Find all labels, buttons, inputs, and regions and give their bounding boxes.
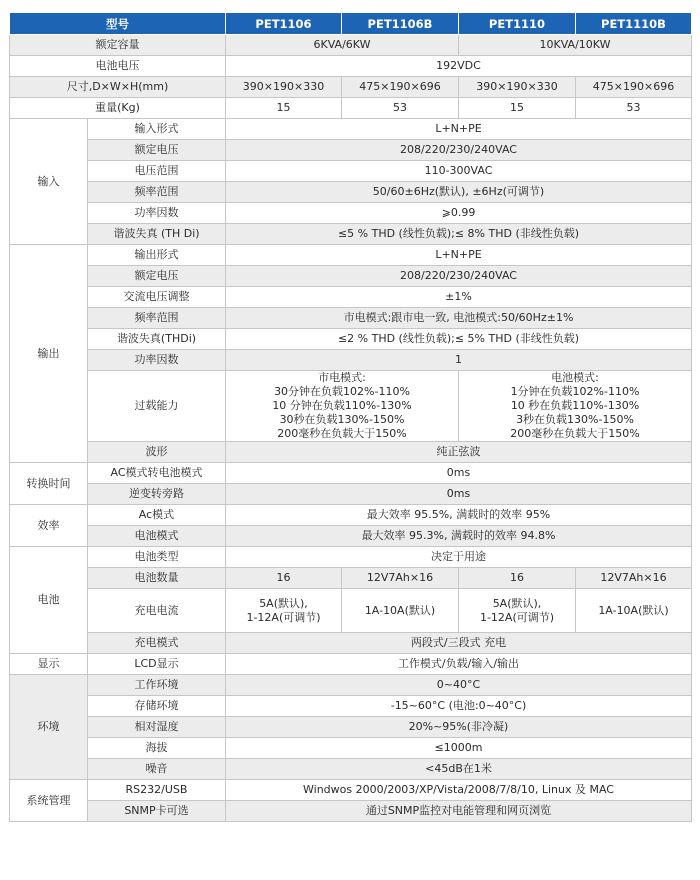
overload-line: 电池模式: (551, 371, 599, 384)
row-label: 海拔 (88, 738, 226, 759)
cell-value: 0ms (226, 463, 692, 484)
row-label: 工作环境 (88, 675, 226, 696)
row-label: 谐波失真 (TH Di) (88, 224, 226, 245)
row-label: 逆变转旁路 (88, 484, 226, 505)
overload-mains-cell (226, 371, 459, 442)
category-battery: 电池 (10, 547, 88, 654)
table-row (10, 287, 692, 308)
cell-value: ≤1000m (226, 738, 692, 759)
spec-sheet (9, 12, 691, 822)
table-row (10, 589, 692, 633)
table-row (10, 463, 692, 484)
row-label: 频率范围 (88, 308, 226, 329)
cell-value: 20%~95%(非冷凝) (226, 717, 692, 738)
charge-line: 5A(默认), (259, 596, 308, 610)
row-label: AC模式转电池模式 (88, 463, 226, 484)
overload-line: 30秒在负载130%-150% (279, 413, 405, 426)
row-label: 过载能力 (88, 371, 226, 442)
table-row (10, 371, 692, 442)
table-row (10, 56, 692, 77)
charge-line: 5A(默认), (492, 596, 542, 610)
row-label: 功率因数 (88, 350, 226, 371)
row-label: 电池电压 (10, 56, 226, 77)
cell-value: 208/220/230/240VAC (226, 140, 692, 161)
charge-line: 1-12A(可调节) (479, 610, 555, 624)
row-label: 额定容量 (10, 35, 226, 56)
table-row (10, 98, 692, 119)
table-row (10, 224, 692, 245)
cell-value: 390×190×330 (226, 77, 342, 98)
cell-value: ±1% (226, 287, 692, 308)
overload-line: 市电模式: (318, 371, 366, 384)
spec-table (9, 12, 692, 822)
cell-value: 0~40°C (226, 675, 692, 696)
cell-value: 208/220/230/240VAC (226, 266, 692, 287)
row-label: 输出形式 (88, 245, 226, 266)
category-management: 系统管理 (10, 780, 88, 822)
row-label: 交流电压调整 (88, 287, 226, 308)
cell-value: ≤2 % THD (线性负载);≤ 5% THD (非线性负载) (226, 329, 692, 350)
header-model-label: 型号 (10, 13, 226, 35)
row-label: 额定电压 (88, 266, 226, 287)
row-label: 功率因数 (88, 203, 226, 224)
table-row (10, 308, 692, 329)
cell-value: 15 (459, 98, 576, 119)
row-label: 充电电流 (88, 589, 226, 633)
row-label: Ac模式 (88, 505, 226, 526)
row-label: SNMP卡可选 (88, 801, 226, 822)
cell-value: 市电模式:跟市电一致, 电池模式:50/60Hz±1% (226, 308, 692, 329)
table-row (10, 654, 692, 675)
header-model-3: PET1110 (459, 13, 576, 35)
row-label: 重量(Kg) (10, 98, 226, 119)
row-label: 波形 (88, 442, 226, 463)
category-output: 输出 (10, 245, 88, 463)
row-label: 电池类型 (88, 547, 226, 568)
cell-value: 53 (342, 98, 459, 119)
row-label: 输入形式 (88, 119, 226, 140)
table-row (10, 780, 692, 801)
cell-value: 110-300VAC (226, 161, 692, 182)
table-row (10, 350, 692, 371)
category-environment: 环境 (10, 675, 88, 780)
cell-value: 1 (226, 350, 692, 371)
overload-battery-cell (459, 371, 692, 442)
table-row (10, 329, 692, 350)
table-row (10, 759, 692, 780)
cell-value: 16 (459, 568, 576, 589)
table-row (10, 526, 692, 547)
overload-line: 200毫秒在负载大于150% (277, 427, 407, 440)
table-row (10, 245, 692, 266)
cell-value: 工作模式/负载/输入/输出 (226, 654, 692, 675)
overload-line: 3秒在负载130%-150% (516, 413, 634, 426)
cell-value: 16 (226, 568, 342, 589)
table-row (10, 266, 692, 287)
cell-value: 192VDC (226, 56, 692, 77)
table-row (10, 633, 692, 654)
table-row (10, 568, 692, 589)
table-row (10, 119, 692, 140)
header-row (10, 13, 692, 35)
overload-line: 200毫秒在负载大于150% (510, 427, 640, 440)
cell-value: 1A-10A(默认) (576, 589, 692, 633)
cell-value: 12V7Ah×16 (342, 568, 459, 589)
row-label: 电池模式 (88, 526, 226, 547)
table-row (10, 140, 692, 161)
cell-value: 0ms (226, 484, 692, 505)
cell-value: 决定于用途 (226, 547, 692, 568)
cell-value: 10KVA/10KW (459, 35, 692, 56)
overload-line: 10 秒在负载110%-130% (510, 399, 640, 412)
table-row (10, 35, 692, 56)
cell-value: ≤5 % THD (线性负载);≤ 8% THD (非线性负载) (226, 224, 692, 245)
charge-current-cell (459, 589, 576, 633)
cell-value: Windwos 2000/2003/XP/Vista/2008/7/8/10, Linux 及 MAC (226, 780, 692, 801)
cell-value: 通过SNMP监控对电能管理和网页浏览 (226, 801, 692, 822)
cell-value: 475×190×696 (342, 77, 459, 98)
cell-value: 纯正弦波 (226, 442, 692, 463)
table-row (10, 801, 692, 822)
table-row (10, 442, 692, 463)
cell-value: 最大效率 95.5%, 满载时的效率 95% (226, 505, 692, 526)
cell-value: 1A-10A(默认) (342, 589, 459, 633)
cell-value: L+N+PE (226, 245, 692, 266)
table-row (10, 738, 692, 759)
row-label: 额定电压 (88, 140, 226, 161)
cell-value: 53 (576, 98, 692, 119)
table-row (10, 484, 692, 505)
charge-line: 1-12A(可调节) (246, 610, 321, 624)
row-label: 频率范围 (88, 182, 226, 203)
category-display: 显示 (10, 654, 88, 675)
cell-value: 6KVA/6KW (226, 35, 459, 56)
cell-value: 最大效率 95.3%, 满载时的效率 94.8% (226, 526, 692, 547)
table-row (10, 505, 692, 526)
cell-value: 475×190×696 (576, 77, 692, 98)
table-row (10, 675, 692, 696)
table-row (10, 182, 692, 203)
cell-value: <45dB在1米 (226, 759, 692, 780)
cell-value: 15 (226, 98, 342, 119)
row-label: 相对湿度 (88, 717, 226, 738)
row-label: 噪音 (88, 759, 226, 780)
table-row (10, 203, 692, 224)
row-label: 充电模式 (88, 633, 226, 654)
header-model-4: PET1110B (576, 13, 692, 35)
category-input: 输入 (10, 119, 88, 245)
charge-current-cell (226, 589, 342, 633)
overload-line: 1分钟在负载102%-110% (510, 385, 640, 398)
row-label: 存储环境 (88, 696, 226, 717)
table-row (10, 696, 692, 717)
cell-value: 12V7Ah×16 (576, 568, 692, 589)
table-row (10, 161, 692, 182)
overload-line: 30分钟在负载102%-110% (274, 385, 410, 398)
row-label: 尺寸,D×W×H(mm) (10, 77, 226, 98)
header-model-2: PET1106B (342, 13, 459, 35)
category-transfer: 转换时间 (10, 463, 88, 505)
row-label: LCD显示 (88, 654, 226, 675)
header-model-1: PET1106 (226, 13, 342, 35)
cell-value: L+N+PE (226, 119, 692, 140)
cell-value: 390×190×330 (459, 77, 576, 98)
table-row (10, 77, 692, 98)
category-efficiency: 效率 (10, 505, 88, 547)
table-row (10, 717, 692, 738)
overload-line: 10 分钟在负载110%-130% (272, 399, 412, 412)
cell-value: ⩾0.99 (226, 203, 692, 224)
cell-value: 两段式/三段式 充电 (226, 633, 692, 654)
cell-value: 50/60±6Hz(默认), ±6Hz(可调节) (226, 182, 692, 203)
table-row (10, 547, 692, 568)
cell-value: -15~60°C (电池:0~40°C) (226, 696, 692, 717)
row-label: RS232/USB (88, 780, 226, 801)
row-label: 谐波失真(THDi) (88, 329, 226, 350)
row-label: 电压范围 (88, 161, 226, 182)
row-label: 电池数量 (88, 568, 226, 589)
